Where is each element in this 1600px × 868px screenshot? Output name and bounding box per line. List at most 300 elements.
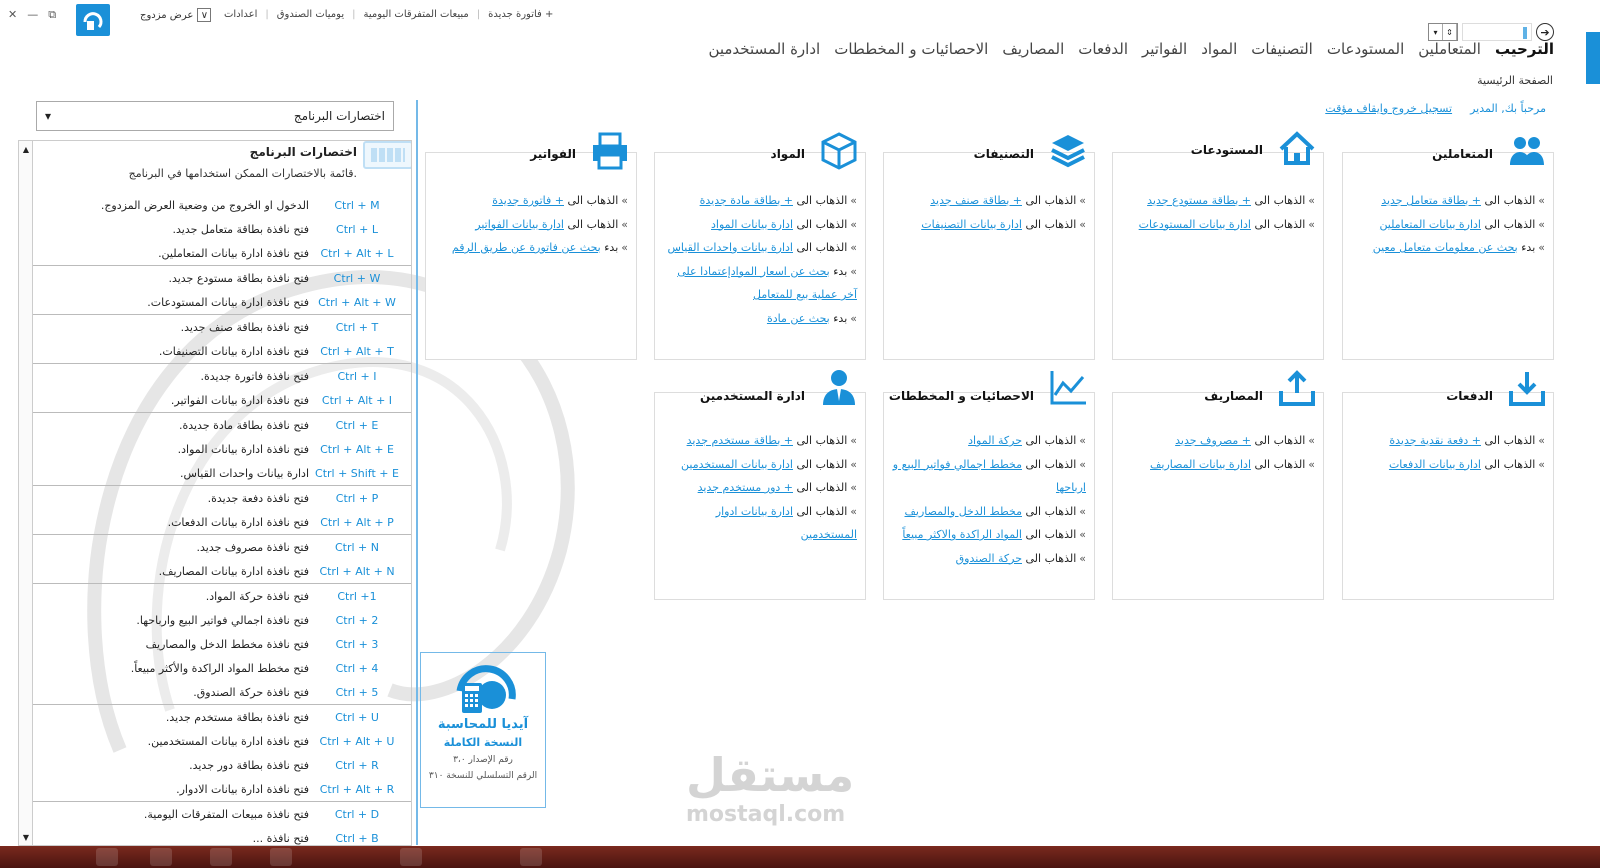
- shortcut-group: [33, 802, 412, 846]
- shortcut-description: فتح نافذة ...: [252, 831, 309, 845]
- card-link-row: [1119, 429, 1315, 453]
- shortcut-description: فتح نافذة بطاقة مستودع جديد.: [168, 271, 309, 285]
- shortcut-row: [33, 193, 412, 217]
- link-prefix: الذهاب الى: [1022, 504, 1077, 518]
- card-stats: [883, 389, 1095, 600]
- shortcut-key: Ctrl + Alt + U: [319, 734, 395, 748]
- logout-link[interactable]: تسجيل خروج وايقاف مؤقت: [1325, 102, 1453, 115]
- tab-welcome[interactable]: الترحيب: [1494, 40, 1554, 58]
- card-link-row: [432, 213, 628, 237]
- shortcut-group: [33, 486, 412, 535]
- card-link[interactable]: حركة المواد: [968, 434, 1022, 447]
- card-link-row: [661, 500, 857, 547]
- separator: |: [476, 9, 481, 20]
- bullet-icon: »: [1308, 194, 1315, 207]
- shortcut-group: [33, 193, 412, 266]
- close-window-icon[interactable]: ✕: [8, 8, 18, 21]
- spinner-arrows-icon[interactable]: ⇕: [1443, 24, 1457, 40]
- taskbar-app-icon[interactable]: [210, 848, 232, 866]
- shortcut-row: [33, 339, 412, 363]
- quick-link-daily-sales[interactable]: مبيعات المتفرقات اليومية: [363, 9, 469, 20]
- card-link[interactable]: + بطاقة متعامل جديد: [1381, 194, 1481, 207]
- shortcut-description: فتح نافذة ادارة بيانات المواد.: [177, 442, 309, 456]
- shortcut-description: فتح مخطط المواد الراكدة والأكثر مبيعاً.: [130, 661, 309, 675]
- card-link[interactable]: حركة الصندوق: [955, 551, 1022, 565]
- shortcut-key: Ctrl + Alt + R: [319, 782, 395, 796]
- shortcut-key: Ctrl + Alt + N: [319, 564, 395, 578]
- card-link[interactable]: ادارة بيانات المواد: [711, 217, 793, 231]
- shortcut-row: [33, 241, 412, 265]
- shortcut-row: [33, 680, 412, 704]
- card-link-row: [1349, 429, 1545, 453]
- layers-icon: [1048, 131, 1088, 171]
- bullet-icon: »: [850, 434, 857, 447]
- bullet-icon: »: [850, 311, 857, 325]
- nav-search-input[interactable]: [1462, 23, 1532, 41]
- shortcut-key: Ctrl + Alt + L: [320, 246, 394, 260]
- shortcut-key: Ctrl + R: [335, 758, 379, 772]
- bullet-icon: »: [1079, 504, 1086, 518]
- shortcut-description: فتح نافذة بطاقة مستخدم جديد.: [165, 710, 309, 724]
- shortcut-description: فتح نافذة بطاقة دور جديد.: [189, 758, 309, 772]
- card-warehouses: [1112, 143, 1324, 360]
- tab-payments[interactable]: الدفعات: [1078, 40, 1128, 58]
- bullet-icon: »: [1079, 217, 1086, 231]
- bullet-icon: »: [850, 217, 857, 231]
- card-link-row: [661, 476, 857, 500]
- link-prefix: الذهاب الى: [564, 194, 619, 207]
- shortcut-key: Ctrl + I: [337, 369, 377, 383]
- card-links: [1349, 429, 1545, 476]
- shortcut-key: Ctrl + B: [335, 831, 379, 845]
- link-prefix: بدء: [829, 311, 848, 325]
- shortcut-key: Ctrl + U: [335, 710, 379, 724]
- card-link-row: [661, 307, 857, 331]
- card-link[interactable]: المواد الراكدة والاكثر مبيعاً: [902, 528, 1022, 541]
- shortcuts-dropdown-value: اختصارات البرنامج: [293, 109, 385, 123]
- shortcut-row: [33, 364, 412, 388]
- tab-expenses[interactable]: المصاريف: [1002, 40, 1065, 58]
- shortcut-key: Ctrl + Alt + W: [318, 295, 396, 309]
- printer-icon: [590, 131, 630, 171]
- card-link[interactable]: + دفعة نقدية جديدة: [1389, 434, 1481, 447]
- bullet-icon: »: [621, 194, 628, 207]
- shortcut-row: [33, 266, 412, 290]
- card-link[interactable]: + مصروف جديد: [1175, 434, 1251, 447]
- card-expenses: [1112, 389, 1324, 600]
- card-links: [661, 189, 857, 330]
- link-prefix: الذهاب الى: [1251, 457, 1306, 471]
- shortcut-key: Ctrl + Alt + E: [320, 442, 394, 456]
- shortcut-description: فتح نافذة بطاقة متعامل جديد.: [172, 222, 309, 236]
- taskbar-app-icon[interactable]: [270, 848, 292, 866]
- shortcut-row: [33, 826, 412, 846]
- shortcuts-subtitle: قائمة بالاختصارات الممكن استخدامها في البرنامج.: [128, 167, 357, 180]
- tab-users[interactable]: ادارة المستخدمين: [708, 40, 821, 58]
- user-icon: [819, 367, 859, 407]
- shortcut-key: Ctrl + P: [335, 491, 379, 505]
- card-link-row: [1349, 213, 1545, 237]
- shortcut-row: [33, 656, 412, 680]
- nav-controls: [1428, 23, 1554, 41]
- card-title: الفواتير: [530, 147, 576, 161]
- users-icon: [1507, 131, 1547, 171]
- os-taskbar: [0, 846, 1600, 868]
- shortcut-description: فتح نافذة ادارة بيانات الادوار.: [176, 782, 309, 796]
- card-link[interactable]: + بطاقة مادة جديدة: [699, 194, 793, 207]
- tab-warehouses[interactable]: المستودعات: [1326, 40, 1405, 58]
- card-link-row: [432, 189, 628, 213]
- shortcut-row: [33, 290, 412, 314]
- shortcut-row: [33, 632, 412, 656]
- link-prefix: بدء: [600, 241, 619, 254]
- card-link[interactable]: + فاتورة جديدة: [492, 194, 564, 207]
- card-link[interactable]: مخطط اجمالي فواتير البيع و ارباحها: [892, 457, 1086, 494]
- shortcuts-title: اختصارات البرنامج: [249, 145, 357, 159]
- shortcut-key: Ctrl + N: [334, 540, 379, 554]
- shortcut-row: [33, 413, 412, 437]
- card-link-row: [432, 236, 628, 260]
- card-materials: [654, 147, 866, 360]
- bullet-icon: »: [621, 241, 628, 254]
- shortcut-row: [33, 217, 412, 241]
- link-prefix: الذهاب الى: [793, 241, 848, 254]
- shortcut-group: [33, 266, 412, 315]
- window-controls: [8, 8, 56, 22]
- bullet-icon: »: [850, 241, 857, 254]
- link-prefix: الذهاب الى: [1251, 217, 1306, 231]
- shortcut-row: [33, 705, 412, 729]
- card-link-row: [1349, 189, 1545, 213]
- bullet-icon: »: [850, 264, 857, 278]
- card-title: الدفعات: [1446, 389, 1493, 403]
- shortcut-key: Ctrl + E: [335, 418, 379, 432]
- card-link-row: [1119, 453, 1315, 477]
- card-title: ادارة المستخدمين: [699, 389, 805, 403]
- card-link-row: [661, 429, 857, 453]
- keyboard-icon: [363, 141, 412, 169]
- shortcut-description: فتح نافذة اجمالي فواتير البيع وارباحها.: [136, 613, 309, 627]
- shortcut-row: [33, 584, 412, 608]
- bullet-icon: »: [1079, 434, 1086, 447]
- bullet-icon: »: [1308, 434, 1315, 447]
- chevron-down-icon[interactable]: ∨: [197, 8, 211, 22]
- link-prefix: بدء: [829, 264, 848, 278]
- tab-materials[interactable]: المواد: [1201, 40, 1238, 58]
- bullet-icon: »: [850, 504, 857, 518]
- card-link-row: [1119, 213, 1315, 237]
- card-title: الاحصائيات و المخططات: [888, 389, 1034, 403]
- product-serial: الرقم التسلسلي للنسخة ٣١٠: [428, 771, 538, 781]
- card-link[interactable]: ادارة بيانات ادوار المستخدمين: [715, 504, 857, 541]
- card-link[interactable]: + بطاقة مستودع جديد: [1147, 194, 1251, 207]
- bullet-icon: »: [621, 217, 628, 231]
- card-link[interactable]: ادارة بيانات المتعاملين: [1379, 217, 1481, 231]
- card-categories: [883, 147, 1095, 360]
- restore-window-icon[interactable]: ⧉: [48, 8, 57, 21]
- shortcut-row: [33, 802, 412, 826]
- card-clients: [1342, 147, 1554, 360]
- shortcut-key: Ctrl + Alt + I: [321, 393, 393, 407]
- link-prefix: الذهاب الى: [793, 457, 848, 471]
- link-prefix: الذهاب الى: [793, 434, 848, 447]
- shortcut-row: [33, 753, 412, 777]
- bullet-icon: »: [1308, 217, 1315, 231]
- dual-view-label: عرض مزدوج: [140, 9, 194, 21]
- card-link[interactable]: ادارة بيانات الدفعات: [1388, 457, 1481, 471]
- brand-watermark-ar: مستقل: [686, 748, 855, 802]
- taskbar-app-icon[interactable]: [400, 848, 422, 866]
- chart-icon: [1048, 367, 1088, 407]
- shortcut-key: Ctrl + Shift + E: [315, 466, 399, 480]
- shortcut-key: Ctrl + T: [335, 320, 379, 334]
- bullet-icon: »: [850, 481, 857, 494]
- card-link-row: [1349, 236, 1545, 260]
- product-logo-icon: [440, 661, 526, 711]
- shortcut-key: Ctrl + 4: [335, 661, 379, 675]
- shortcut-row: [33, 510, 412, 534]
- tab-clients[interactable]: المتعاملين: [1418, 40, 1481, 58]
- card-link-row: [890, 523, 1086, 547]
- quick-link-new-invoice[interactable]: + فاتورة جديدة: [488, 9, 554, 20]
- card-link[interactable]: ادارة بيانات المستخدمين: [681, 457, 793, 471]
- shortcut-group: [33, 315, 412, 364]
- bullet-icon: »: [850, 457, 857, 471]
- welcome-bar: [1325, 102, 1546, 115]
- card-title: المتعاملين: [1432, 147, 1493, 161]
- taskbar-app-icon[interactable]: [520, 848, 542, 866]
- shortcut-description: فتح نافذة ادارة بيانات المستودعات.: [147, 295, 309, 309]
- minimize-window-icon[interactable]: —: [27, 8, 39, 21]
- card-link-row: [890, 429, 1086, 453]
- shortcut-row: [33, 437, 412, 461]
- card-link[interactable]: + بطاقة صنف جديد: [930, 194, 1022, 207]
- product-edition: النسخة الكاملة: [443, 736, 523, 749]
- card-link-row: [661, 189, 857, 213]
- shortcut-key: Ctrl + L: [336, 222, 378, 236]
- card-link-row: [661, 236, 857, 260]
- shortcut-description: فتح نافذة ادارة بيانات المتعاملين.: [158, 246, 309, 260]
- card-title: المواد: [770, 147, 805, 161]
- shortcut-description: فتح نافذة ادارة بيانات المصاريف.: [158, 564, 309, 578]
- card-title: المستودعات: [1190, 143, 1263, 157]
- bullet-icon: »: [850, 194, 857, 207]
- shortcut-group: [33, 584, 412, 705]
- shortcut-description: فتح نافذة مخطط الدخل والمصاريف: [145, 637, 309, 651]
- card-link[interactable]: ادارة بيانات المصاريف: [1150, 457, 1251, 471]
- tab-statistics[interactable]: الاحصائيات و المخططات: [834, 40, 989, 58]
- card-links: [890, 429, 1086, 570]
- shortcut-description: فتح نافذة ادارة بيانات المستخدمين.: [147, 734, 309, 748]
- cube-icon: [819, 131, 859, 171]
- shortcut-row: [33, 486, 412, 510]
- card-links: [1119, 189, 1315, 236]
- bullet-icon: »: [1538, 194, 1545, 207]
- breadcrumb: الصفحة الرئيسية: [1477, 74, 1553, 87]
- card-link[interactable]: ادارة بيانات المستودعات: [1138, 217, 1251, 231]
- shortcut-row: [33, 535, 412, 559]
- shortcuts-header: [33, 141, 412, 193]
- bullet-icon: »: [1079, 457, 1086, 471]
- home-icon: [1277, 129, 1317, 169]
- upload-icon: [1277, 369, 1317, 409]
- card-link-row: [661, 453, 857, 477]
- card-links: [661, 429, 857, 547]
- shortcut-key: Ctrl + Alt + T: [320, 344, 394, 358]
- shortcut-group: [33, 413, 412, 486]
- separator: |: [352, 9, 356, 20]
- brand-watermark: [686, 748, 854, 827]
- separator: |: [265, 9, 269, 20]
- shortcut-description: ادارة بيانات واحدات القياس.: [180, 466, 309, 480]
- shortcuts-dropdown[interactable]: [36, 101, 394, 131]
- bullet-icon: »: [1538, 241, 1545, 254]
- card-link[interactable]: + بطاقة مستخدم جديد: [686, 434, 793, 447]
- shortcut-description: فتح نافذة دفعة جديدة.: [207, 491, 309, 505]
- link-prefix: الذهاب الى: [1022, 434, 1077, 447]
- shortcut-description: فتح نافذة بطاقة صنف جديد.: [180, 320, 309, 334]
- bullet-icon: »: [1538, 217, 1545, 231]
- dropdown-arrow-icon[interactable]: ▾: [1429, 24, 1443, 40]
- shortcut-description: فتح نافذة فاتورة جديدة.: [200, 369, 309, 383]
- product-name: آيديا للمحاسبة: [437, 717, 529, 732]
- taskbar-app-icon[interactable]: [150, 848, 172, 866]
- link-prefix: الذهاب الى: [1022, 457, 1077, 471]
- bullet-icon: »: [1538, 434, 1545, 447]
- card-link[interactable]: بحث عن مادة: [766, 311, 830, 325]
- card-users: [654, 389, 866, 600]
- card-link[interactable]: ادارة بيانات الفواتير: [475, 217, 564, 231]
- link-prefix: الذهاب الى: [1251, 194, 1306, 207]
- shortcut-description: فتح نافذة حركة المواد.: [205, 589, 309, 603]
- card-link[interactable]: بحث عن اسعار الموادإعتمادا على آخر عملية بيع للمتعامل: [677, 264, 857, 301]
- bullet-icon: »: [1538, 457, 1545, 471]
- shortcut-key: Ctrl + M: [334, 198, 380, 212]
- shortcut-row: [33, 388, 412, 412]
- spinner[interactable]: [1428, 23, 1458, 41]
- link-prefix: الذهاب الى: [1022, 194, 1077, 207]
- card-link-row: [890, 500, 1086, 524]
- dual-view-toggle[interactable]: [140, 8, 211, 22]
- shortcut-group: [33, 705, 412, 802]
- bullet-icon: »: [1079, 528, 1086, 541]
- shortcut-row: [33, 315, 412, 339]
- shortcut-key: Ctrl + W: [333, 271, 381, 285]
- card-links: [1119, 429, 1315, 476]
- bullet-icon: »: [1079, 194, 1086, 207]
- bullet-icon: »: [1079, 551, 1086, 565]
- taskbar-app-icon[interactable]: [96, 848, 118, 866]
- shortcut-description: فتح نافذة ادارة بيانات الدفعات.: [167, 515, 309, 529]
- panel-divider: [416, 100, 418, 845]
- link-prefix: الذهاب الى: [1251, 434, 1306, 447]
- link-prefix: الذهاب الى: [1481, 434, 1536, 447]
- title-bar: [0, 0, 1600, 39]
- shortcuts-list: [33, 193, 412, 846]
- shortcut-description: الدخول او الخروج من وضعية العرض المزدوج.: [100, 198, 309, 212]
- welcome-greeting: مرحباً بك, المدير: [1470, 102, 1546, 115]
- scroll-down-icon[interactable]: ▼: [22, 832, 30, 842]
- link-prefix: الذهاب الى: [793, 194, 848, 207]
- card-link[interactable]: + دور مستخدم جديد: [697, 481, 793, 494]
- link-prefix: الذهاب الى: [1022, 217, 1077, 231]
- shortcut-description: فتح نافذة حركة الصندوق.: [193, 685, 309, 699]
- shortcut-group: [33, 364, 412, 413]
- quick-link-settings[interactable]: اعدادات: [224, 9, 258, 20]
- card-link[interactable]: مخطط الدخل والمصاريف: [904, 504, 1022, 518]
- link-prefix: الذهاب الى: [1022, 551, 1077, 565]
- card-link[interactable]: بحث عن فاتورة عن طريق الرقم: [451, 241, 601, 254]
- card-link-row: [661, 260, 857, 307]
- chevron-down-icon[interactable]: ▾: [45, 109, 52, 123]
- link-prefix: الذهاب الى: [1481, 457, 1536, 471]
- card-payments: [1342, 389, 1554, 600]
- shortcut-description: فتح نافذة ادارة بيانات الفواتير.: [170, 393, 309, 407]
- card-link-row: [890, 213, 1086, 237]
- card-link-row: [890, 189, 1086, 213]
- quick-link-cashbox[interactable]: يوميات الصندوق: [276, 9, 345, 20]
- shortcut-description: فتح نافذة بطاقة مادة جديدة.: [178, 418, 309, 432]
- tab-invoices[interactable]: الفواتير: [1142, 40, 1188, 58]
- main-tabs: [708, 40, 1554, 58]
- link-prefix: الذهاب الى: [564, 217, 619, 231]
- link-prefix: الذهاب الى: [1022, 528, 1077, 541]
- card-invoices: [425, 147, 637, 360]
- scroll-up-icon[interactable]: ▲: [22, 144, 30, 154]
- card-link[interactable]: بحث عن معلومات متعامل معين: [1372, 241, 1518, 254]
- shortcuts-scrollbar[interactable]: [19, 141, 33, 845]
- link-prefix: بدء: [1517, 241, 1536, 254]
- shortcut-key: Ctrl + 2: [335, 613, 379, 627]
- tab-categories[interactable]: التصنيفات: [1251, 40, 1313, 58]
- shortcut-row: [33, 461, 412, 485]
- shortcut-row: [33, 777, 412, 801]
- shortcut-description: فتح نافذة ادارة بيانات التصنيفات.: [158, 344, 309, 358]
- shortcut-description: فتح نافذة مصروف جديد.: [196, 540, 309, 554]
- link-prefix: الذهاب الى: [1481, 194, 1536, 207]
- quick-links: [224, 9, 553, 20]
- bullet-icon: »: [1308, 457, 1315, 471]
- link-prefix: الذهاب الى: [1481, 217, 1536, 231]
- download-icon: [1507, 369, 1547, 409]
- shortcut-row: [33, 559, 412, 583]
- go-arrow-icon[interactable]: ➔: [1536, 23, 1554, 41]
- card-link-row: [1349, 453, 1545, 477]
- card-link-row: [1119, 189, 1315, 213]
- shortcuts-panel: [18, 140, 412, 846]
- card-links: [1349, 189, 1545, 260]
- card-links: [432, 189, 628, 260]
- shortcut-description: فتح نافذة مبيعات المتفرقات اليومية.: [143, 807, 309, 821]
- card-link-row: [890, 547, 1086, 571]
- product-info-box: [420, 652, 546, 808]
- card-title: المصاريف: [1204, 389, 1263, 403]
- link-prefix: الذهاب الى: [793, 217, 848, 231]
- brand-watermark-en: mostaql.com: [686, 802, 846, 827]
- product-version: رقم الإصدار ٣،٠: [453, 755, 513, 765]
- shortcut-key: Ctrl + Alt + P: [320, 515, 394, 529]
- card-link-row: [661, 213, 857, 237]
- card-link[interactable]: ادارة بيانات التصنيفات: [921, 217, 1022, 231]
- card-link[interactable]: ادارة بيانات واحدات القياس: [667, 241, 793, 254]
- card-title: التصنيفات: [973, 147, 1034, 161]
- shortcut-key: Ctrl + D: [334, 807, 380, 821]
- shortcut-key: Ctrl + 5: [335, 685, 379, 699]
- shortcut-group: [33, 535, 412, 584]
- link-prefix: الذهاب الى: [793, 504, 848, 518]
- shortcut-key: Ctrl + 3: [335, 637, 379, 651]
- app-logo-icon[interactable]: [76, 4, 110, 36]
